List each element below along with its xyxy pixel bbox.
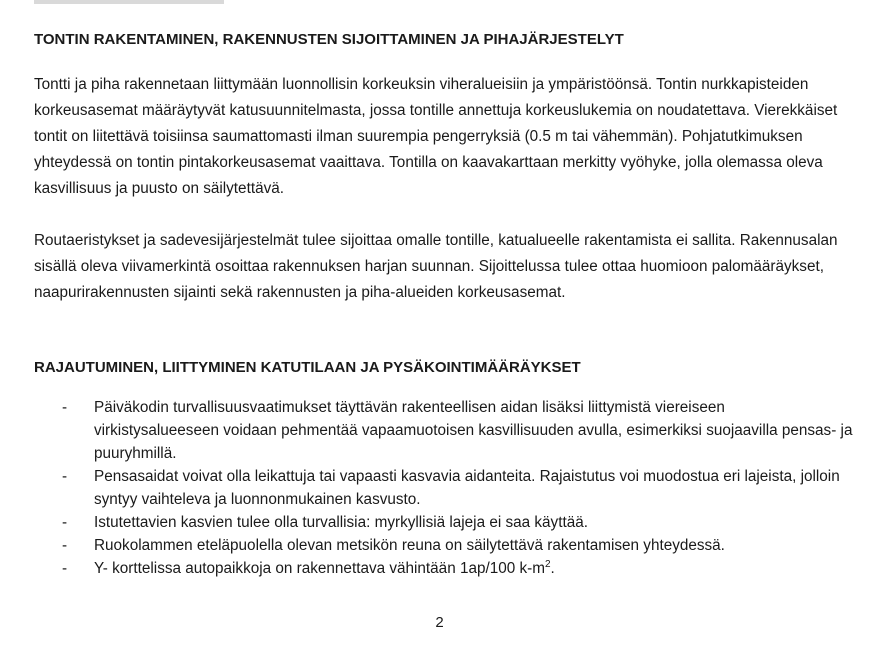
list-item	[34, 511, 854, 534]
section-heading-boundaries-parking: RAJAUTUMINEN, LIITTYMINEN KATUTILAAN JA PYSÄKOINTIMÄÄRÄYKSET	[34, 359, 581, 376]
list-item	[34, 534, 854, 557]
bullet-dash: -	[62, 399, 68, 416]
bullet-dash: -	[62, 468, 68, 485]
document-page	[34, 30, 854, 580]
sentence-period: .	[550, 560, 555, 577]
section-heading-plot-construction: TONTIN RAKENTAMINEN, RAKENNUSTEN SIJOITTAMINEN JA PIHAJÄRJESTELYT	[34, 31, 624, 48]
bullet-dash: -	[62, 514, 68, 531]
page-number: 2	[435, 614, 444, 631]
paragraph-plot-elevation: Tontti ja piha rakennetaan liittymään luonnollisin korkeuksin viheralueisiin ja ympäristöönsä. Tontin nurkkapisteiden korkeusasemat määräytyvät katusuunnitelmasta, jossa tontille annettuja korkeuslukemia on noudatettava. Vierekkäiset tontit on liitettävä toisiinsa saumattomasti ilman suurempia pengerryksiä (0.5 m tai vähemmän). Pohjatutkimuksen yhteydessä on tontin pintakorkeusasemat vaaittava. Tontilla on kaavakarttaan merkitty vyöhyke, jolla olemassa oleva kasvillisuus ja puusto on säilytettävä.	[34, 76, 838, 197]
bullet-dash: -	[62, 537, 68, 554]
top-rule	[34, 0, 224, 4]
superscript-squared: 2	[544, 558, 551, 570]
list-item	[34, 557, 854, 580]
list-item-text: Ruokolammen eteläpuolella olevan metsikön reuna on säilytettävä rakentamisen yhteydessä.	[94, 537, 725, 554]
bullet-dash: -	[62, 560, 68, 577]
paragraph-drainage-placement: Routaeristykset ja sadevesijärjestelmät tulee sijoittaa omalle tontille, katualueelle rakentamista ei sallita. Rakennusalan sisällä oleva viivamerkintä osoittaa rakennuksen harjan suunnan. Sijoittelussa tulee ottaa huomioon palomääräykset, naapurirakennusten sijainti sekä rakennusten ja piha-alueiden korkeusasemat.	[34, 232, 838, 301]
list-item	[34, 465, 854, 511]
parking-requirement-text: Y- korttelissa autopaikkoja on rakennettava vähintään 1ap/100 k-m	[94, 560, 545, 577]
list-item-text: Istutettavien kasvien tulee olla turvallisia: myrkyllisiä lajeja ei saa käyttää.	[94, 514, 588, 531]
list-item-text	[94, 560, 555, 577]
list-item-text: Päiväkodin turvallisuusvaatimukset täyttävän rakenteellisen aidan lisäksi liittymistä viereiseen virkistysalueeseen voidaan pehmentää vapaamuotoisen kasvillisuuden avulla, esimerkiksi suojaavilla pensas- ja puuryhmillä.	[94, 399, 853, 462]
bullet-list	[34, 396, 854, 580]
list-item	[34, 396, 854, 465]
list-item-text: Pensasaidat voivat olla leikattuja tai vapaasti kasvavia aidanteita. Rajaistutus voi muodostua eri lajeista, jolloin syntyy vaihteleva ja luonnonmukainen kasvusto.	[94, 468, 840, 508]
